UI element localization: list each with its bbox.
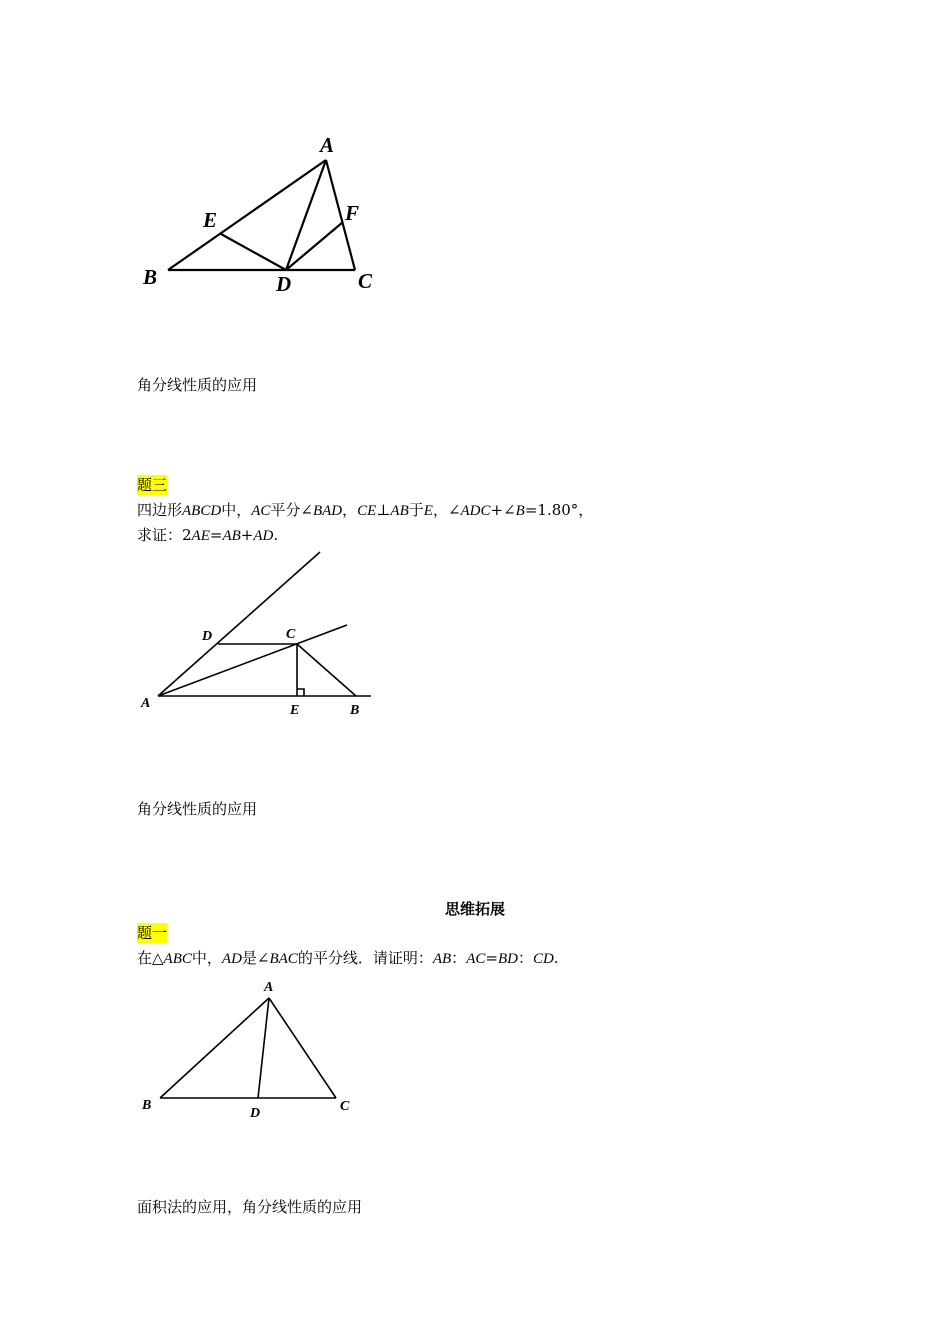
problem-tag: 题三 xyxy=(137,476,168,494)
ray-ad xyxy=(158,552,320,696)
segment-cb xyxy=(297,644,356,696)
problem-statement: 四边形ABCD中，AC平分∠BAD，CE⊥AB于E，∠ADC+∠B=1.80°， xyxy=(137,501,594,519)
label-b: B xyxy=(350,703,360,718)
segment-de xyxy=(221,234,286,270)
section-title: 思维拓展 xyxy=(444,900,505,918)
label-f: F xyxy=(345,201,360,225)
right-angle-mark xyxy=(297,689,304,696)
problem-tag: 题一 xyxy=(137,924,168,942)
label-e: E xyxy=(203,208,218,232)
label-c: C xyxy=(340,1099,350,1114)
segment-ad xyxy=(258,998,269,1098)
label-d: D xyxy=(250,1106,261,1121)
label-c: C xyxy=(358,269,373,293)
segment-ab xyxy=(160,998,269,1098)
ray-ac xyxy=(158,625,347,696)
note-area-method: 面积法的应用，角分线性质的应用 xyxy=(137,1198,363,1216)
label-c: C xyxy=(286,627,296,642)
label-b: B xyxy=(142,1098,152,1113)
label-d: D xyxy=(276,272,292,296)
label-a: A xyxy=(264,980,274,995)
label-a: A xyxy=(141,696,151,711)
note-bisector-application: 角分线性质的应用 xyxy=(137,376,258,394)
label-b: B xyxy=(143,265,158,289)
label-a: A xyxy=(320,133,335,157)
label-e: E xyxy=(290,703,300,718)
problem-statement: 在△ABC中，AD是∠BAC的平分线．请证明：AB：AC=BD：CD. xyxy=(137,949,559,967)
note-bisector-application: 角分线性质的应用 xyxy=(137,800,258,818)
label-d: D xyxy=(202,629,213,644)
segment-ac xyxy=(269,998,336,1098)
problem-prove-line: 求证：2AE=AB+AD. xyxy=(137,526,279,544)
segment-ab xyxy=(168,160,326,270)
